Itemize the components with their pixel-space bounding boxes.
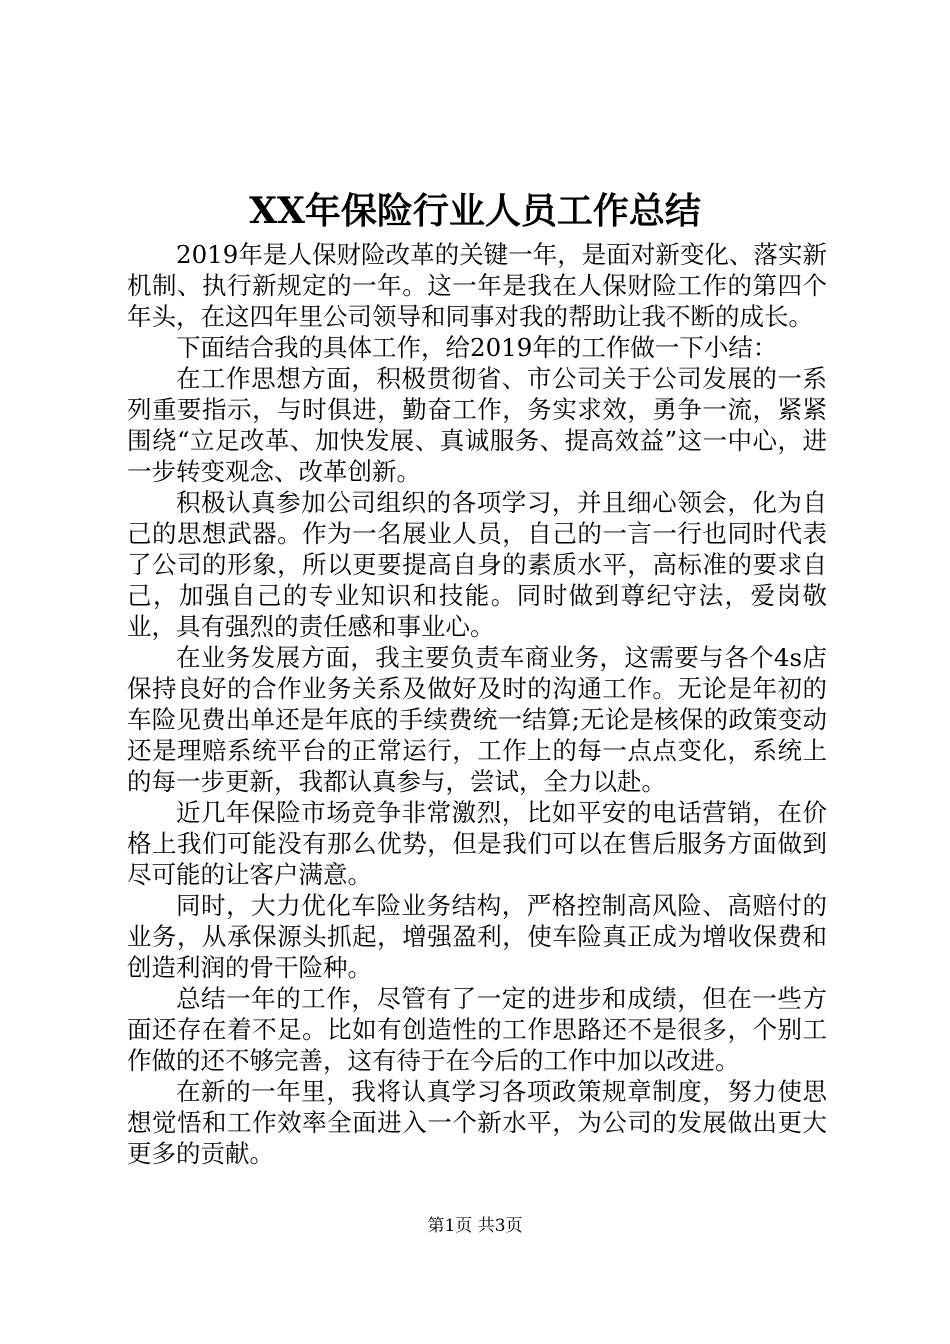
page-number-footer: 第1页 共3页 — [427, 1216, 523, 1236]
paragraph: 下面结合我的具体工作，给2019年的工作做一下小结： — [176, 333, 778, 362]
paragraph: 2019年是人保财险改革的关键一年，是面对新变化、落实新机制、执行新规定的一年。这一年是我在人保财险工作的第四个年头，在这四年里公司领导和同事对我的帮助让我不断的成长。 — [127, 240, 827, 331]
paragraph: 近几年保险市场竞争非常激烈，比如平安的电话营销，在价格上我们可能没有那么优势，但是我们可以在售后服务方面做到尽可能的让客户满意。 — [127, 798, 827, 889]
paragraph: 积极认真参加公司组织的各项学习，并且细心领会，化为自己的思想武器。作为一名展业人员，自己的一言一行也同时代表了公司的形象，所以更要提高自身的素质水平，高标准的要求自己，加强自己的专业知识和技能。同时做到尊纪守法，爱岗敬业，具有强烈的责任感和事业心。 — [127, 488, 827, 641]
paragraph: 总结一年的工作，尽管有了一定的进步和成绩，但在一些方面还存在着不足。比如有创造性的工作思路还不是很多，个别工作做的还不够完善，这有待于在今后的工作中加以改进。 — [127, 984, 827, 1075]
paragraph: 在工作思想方面，积极贯彻省、市公司关于公司发展的一系列重要指示，与时俱进，勤奋工作，务实求效，勇争一流，紧紧围绕“立足改革、加快发展、真诚服务、提高效益”这一中心，进一步转变观念、改革创新。 — [127, 364, 827, 486]
paragraph: 同时，大力优化车险业务结构，严格控制高风险、高赔付的业务，从承保源头抓起，增强盈利，使车险真正成为增收保费和创造利润的骨干险种。 — [127, 891, 827, 982]
document-title: XX年保险行业人员工作总结 — [249, 190, 701, 232]
paragraph: 在业务发展方面，我主要负责车商业务，这需要与各个4s店保持良好的合作业务关系及做好及时的沟通工作。无论是年初的车险见费出单还是年底的手续费统一结算;无论是核保的政策变动还是理赔系统平台的正常运行，工作上的每一点点变化，系统上的每一步更新，我都认真参与，尝试，全力以赴。 — [127, 643, 827, 796]
paragraph: 在新的一年里，我将认真学习各项政策规章制度，努力使思想觉悟和工作效率全面进入一个新水平，为公司的发展做出更大更多的贡献。 — [127, 1077, 827, 1168]
document-body — [127, 239, 827, 1169]
